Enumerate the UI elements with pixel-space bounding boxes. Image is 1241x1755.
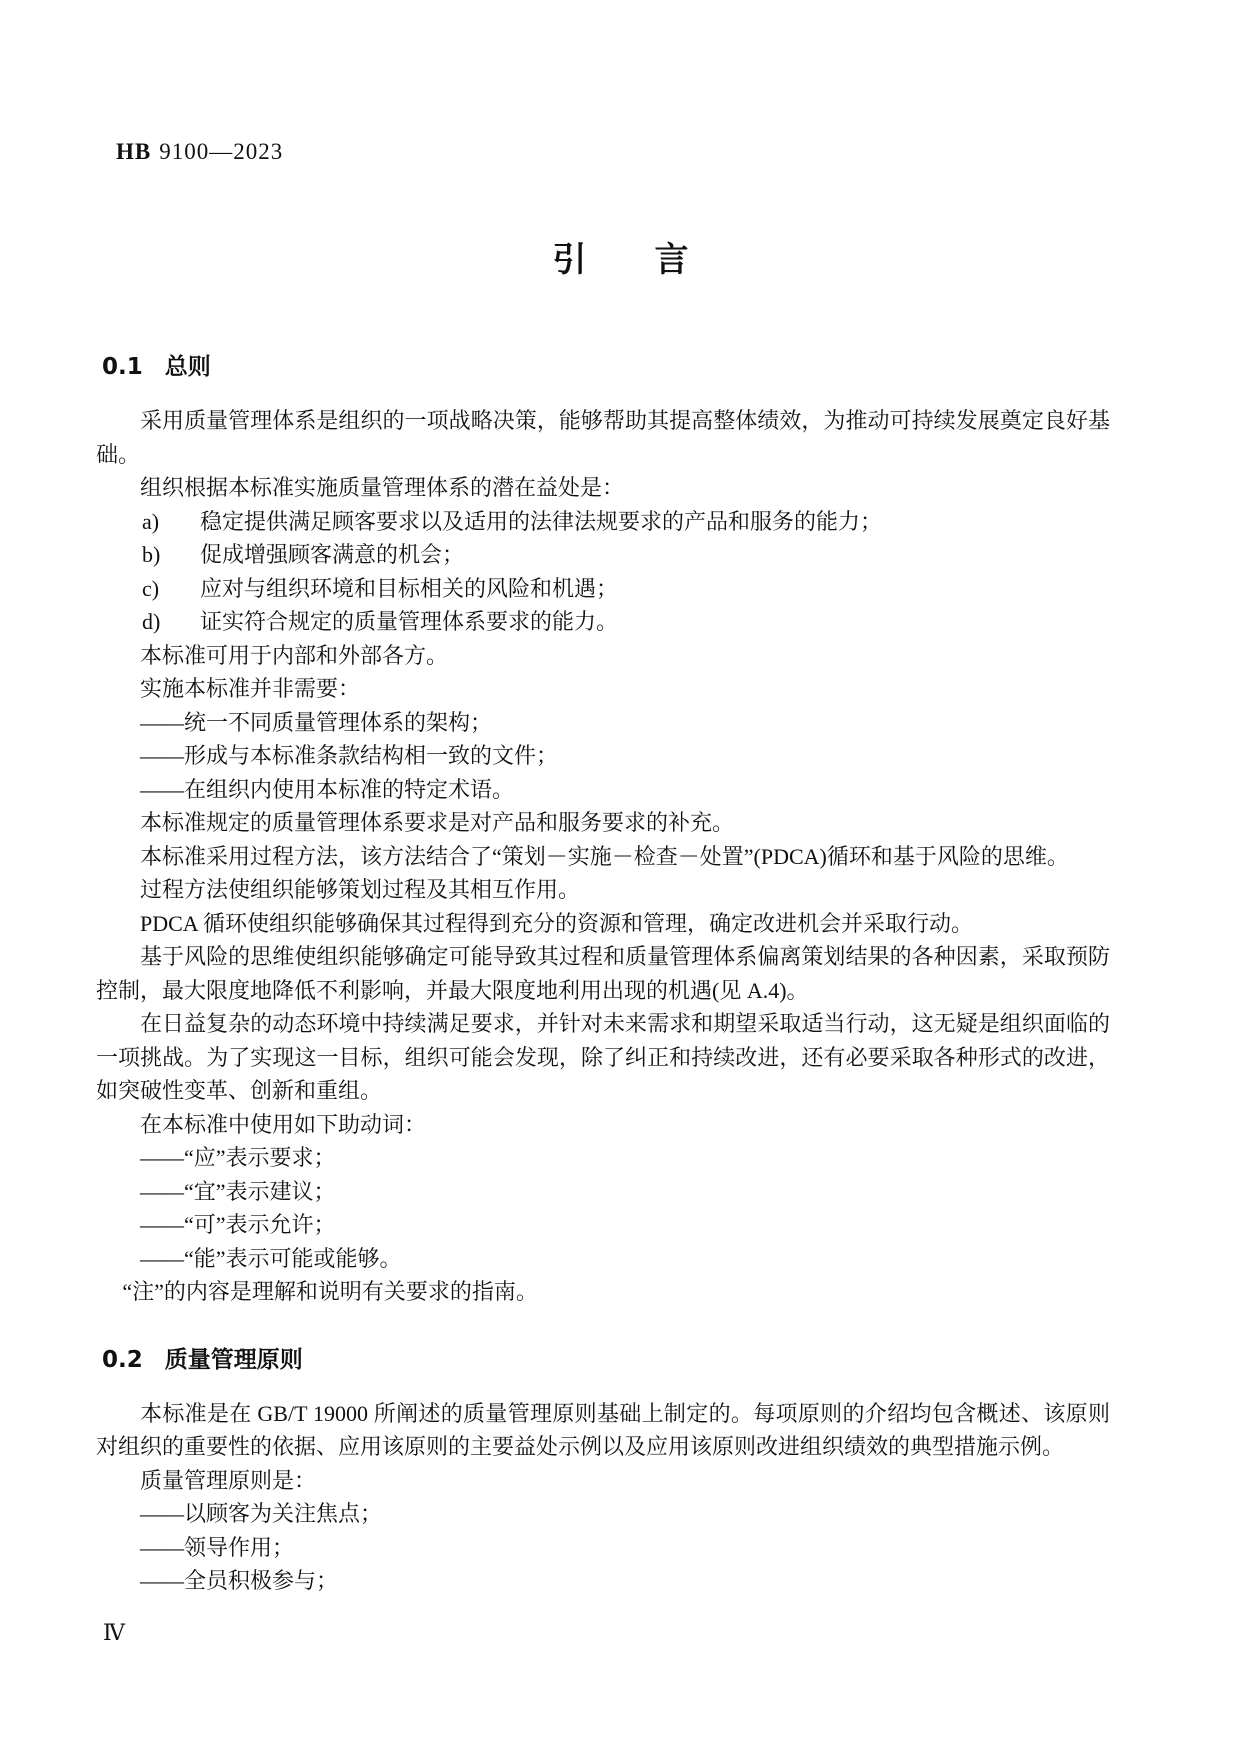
paragraph: ——全员积极参与；	[140, 1568, 339, 1593]
paragraph: 在日益复杂的动态环境中持续满足要求，并针对未来需求和期望采取适当行动，这无疑是组织面临的一项挑战。为了实现这一目标，组织可能会发现，除了纠正和持续改进，还有必要采取各种形式的改进，如突破性变革、创新和重组。	[96, 1011, 1110, 1103]
section-heading	[102, 1345, 1110, 1375]
page-number: Ⅳ	[103, 1620, 125, 1645]
paragraph: 过程方法使组织能够策划过程及其相互作用。	[140, 877, 581, 902]
paragraph: ——“宜”表示建议；	[140, 1178, 336, 1204]
section-0.2	[96, 1345, 1110, 1598]
section-number: 0.1	[102, 354, 143, 380]
list-marker: d)	[142, 609, 161, 634]
list-marker: c)	[142, 575, 160, 601]
paragraph: ——“可”表示允许；	[140, 1212, 336, 1237]
section-title: 质量管理原则	[164, 1346, 303, 1373]
paragraph: 组织根据本标准实施质量管理体系的潜在益处是：	[140, 475, 625, 500]
paragraph: ——形成与本标准条款结构相一致的文件；	[140, 743, 559, 768]
paragraph: ——统一不同质量管理体系的架构；	[140, 709, 493, 735]
paragraph: ——领导作用；	[140, 1534, 295, 1560]
list-item	[96, 538, 1110, 572]
list-item	[96, 505, 1110, 539]
list-marker: b)	[142, 542, 161, 567]
section-heading	[102, 352, 1110, 382]
paragraph: 本标准采用过程方法，该方法结合了“策划－实施－检查－处置”(PDCA)循环和基于风险的思维。	[140, 843, 1069, 869]
paragraph: 质量管理原则是：	[140, 1467, 317, 1493]
paragraph: 本标准规定的质量管理体系要求是对产品和服务要求的补充。	[140, 810, 735, 835]
list-item	[96, 605, 1110, 639]
list-text: 促成增强顾客满意的机会；	[200, 542, 465, 567]
paragraph: PDCA 循环使组织能够确保其过程得到充分的资源和管理，确定改进机会并采取行动。	[140, 910, 973, 936]
list-text: 稳定提供满足顾客要求以及适用的法律法规要求的产品和服务的能力；	[200, 508, 883, 534]
paragraph: 本标准是在 GB/T 19000 所阐述的质量管理原则基础上制定的。每项原则的介绍均包含概述、该原则对组织的重要性的依据、应用该原则的主要益处示例以及应用该原则改进组织绩效的典型措施示例。	[96, 1400, 1110, 1459]
paragraph: ——“应”表示要求；	[140, 1145, 336, 1170]
list-marker: a)	[142, 508, 160, 534]
paragraph: 基于风险的思维使组织能够确定可能导致其过程和质量管理体系偏离策划结果的各种因素，采取预防控制，最大限度地降低不利影响，并最大限度地利用出现的机遇(见 A.4)。	[96, 944, 1110, 1003]
paragraph: 在本标准中使用如下助动词：	[140, 1111, 427, 1137]
section-number: 0.2	[102, 1346, 143, 1373]
paragraph: 实施本标准并非需要：	[140, 676, 361, 701]
paragraph: 采用质量管理体系是组织的一项战略决策，能够帮助其提高整体绩效，为推动可持续发展奠定良好基础。	[96, 408, 1110, 467]
section-title: 总则	[164, 354, 211, 380]
standard-code-number: 9100—2023	[159, 139, 284, 164]
paragraph: ——“能”表示可能或能够。	[140, 1245, 402, 1271]
list-text: 证实符合规定的质量管理体系要求的能力。	[200, 609, 619, 634]
paragraph: ——以顾客为关注焦点；	[140, 1501, 383, 1526]
section-0.1	[96, 352, 1110, 1309]
list-item	[96, 572, 1110, 606]
paragraph: 本标准可用于内部和外部各方。	[140, 642, 449, 668]
note-paragraph: “注”的内容是理解和说明有关要求的指南。	[122, 1279, 538, 1304]
paragraph: ——在组织内使用本标准的特定术语。	[140, 776, 515, 802]
document-body	[96, 352, 1110, 1598]
standard-code	[116, 138, 283, 166]
standard-code-prefix: HB	[116, 139, 152, 164]
page-title: 引 言	[552, 240, 689, 280]
list-text: 应对与组织环境和目标相关的风险和机遇；	[200, 575, 619, 601]
